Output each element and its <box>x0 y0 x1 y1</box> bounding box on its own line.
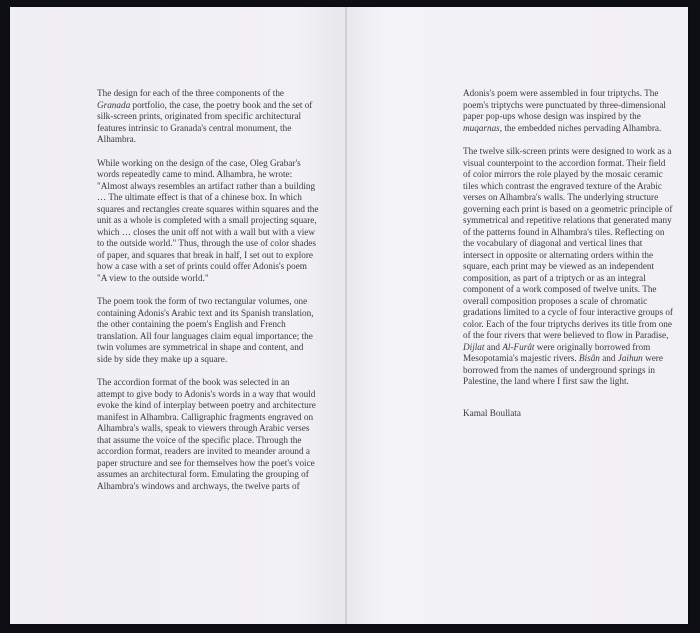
italic-river-jaihun: Jaihun <box>617 353 643 363</box>
author-signature: Kamal Boullata <box>463 407 521 418</box>
text-run: , the embedded niches pervading Alhambra. <box>499 122 662 133</box>
right-text-column <box>463 88 675 431</box>
paragraph: The accordion format of the book was selected in an attempt to give body to Adonis's words in a way that would evoke the kind of interplay between poetry and architecture manifest in Alhambra. Calligraphic fragments engraved on Alhambra's walls, speak to viewers through Arabic verses that assume the voice of the specific place. Through the accordion format, readers are invited to meander around a paper structure and see for themselves how the poet's voice assumes an architectural form. Emulating the grouping of Alhambra's windows and archways, the twelve parts of <box>97 377 316 491</box>
paragraph <box>97 88 319 146</box>
left-text-column <box>97 88 319 504</box>
left-page <box>10 7 347 624</box>
text-run: The twelve silk-screen prints were designed to work as a visual counterpoint to the accordion format. Their field of color mirrors the role played by the mosaic ceramic tiles which contrast the engraved texture of the Arabic verses on Alhambra's walls. The underlying structure governing each print is based on a geometric principle of symmetrical and repetitive relations that generated many of the patterns found in Alhambra's tiles. Reflecting on the vocabulary of diagonal and vertical lines that intersect in opposite or alternating orders within the square, each print may be viewed as an independent composition, as part of a triptych or as an integral component of a work composed of twelve units. The overall composition proposes a scale of chromatic gradations limited to a cycle of four interactive groups of color. Each of the four triptychs derives its title from one of the four rivers that were believed to flow in Paradise, <box>463 146 673 340</box>
text-run: The design for each of the three components of the <box>97 88 284 98</box>
book-spread <box>10 7 688 624</box>
paragraph <box>463 146 675 388</box>
paragraph: The poem took the form of two rectangular volumes, one containing Adonis's Arabic text and its Spanish translation, the other containing the poem's English and French translation. All four languages claim equal importance; the twin volumes are symmetrical in shape and content, and side by side they make up a square. <box>97 296 314 364</box>
italic-title-granada: Granada <box>97 99 131 110</box>
text-run: were originally borrowed from Mesopotamia's majestic rivers. <box>463 341 651 363</box>
right-page <box>347 7 688 624</box>
italic-river-dijlat: Dijlat <box>463 341 485 352</box>
italic-term-muqarnas: muqarnas <box>463 122 500 133</box>
italic-river-bisan: Bisân <box>578 353 600 363</box>
paragraph <box>463 88 675 134</box>
text-run: Adonis's poem were assembled in four triptychs. The poem's triptychs were punctuated by three-dimensional paper pop-ups whose design was inspired by the <box>463 88 666 121</box>
text-run: and <box>599 353 618 363</box>
paragraph: While working on the design of the case, Oleg Grabar's words repeatedly came to mind. Alhambra, he wrote: "Almost always resembles an artifact rather than a building … The ultimate effect is that of a chinese box. In which squares and rectangles create squares within squares and the unit as a whole is completed with a small projecting square, which … closes the unit off not with a wall but with a view to the outside world." Thus, through the use of color shades of paper, and squares that break in half, I set out to explore how a case with a set of prints could offer Adonis's poem "A view to the outside world." <box>97 157 319 283</box>
text-run: portfolio, the case, the poetry book and the set of silk-screen prints, originated from specific architectural features intrinsic to Granada's central monument, the Alhambra. <box>97 99 313 144</box>
text-run: were borrowed from the names of underground springs in Palestine, the land where I first saw the light. <box>463 353 663 386</box>
italic-river-al-furat: Al-Furât <box>502 341 535 352</box>
text-run: and <box>484 341 503 352</box>
